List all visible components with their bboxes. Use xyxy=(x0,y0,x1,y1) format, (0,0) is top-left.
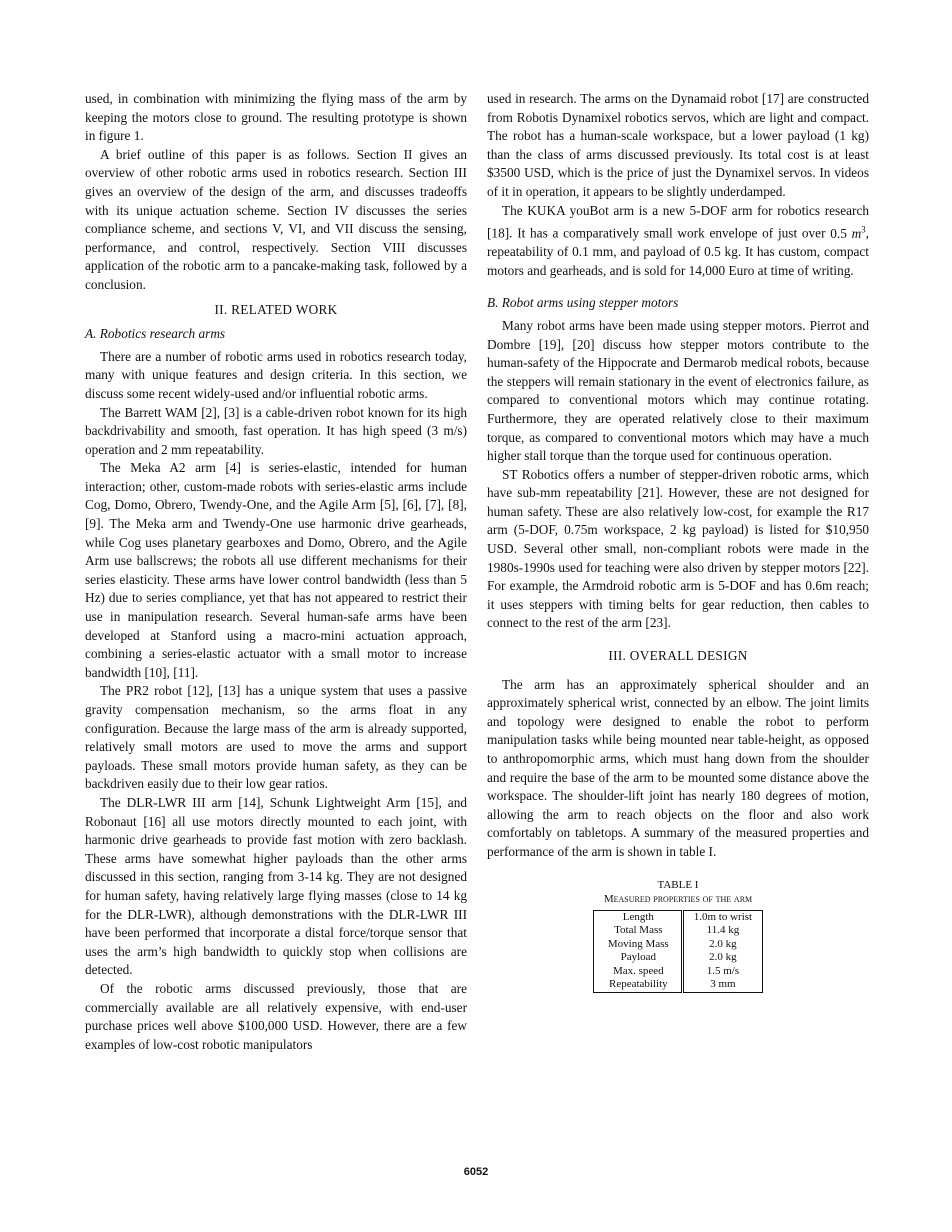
paragraph: ST Robotics offers a number of stepper-driven robotic arms, which have sub-mm repeatability [21]. However, these are not designed for human safety. These are also relatively low-cost, for example the R17 arm (5-DOF, 0.75m workspace, 2 kg payload) is listed for $10,950 USD. Several other small, non-compliant robots were made in the 1980s-1990s used for teaching were also driven by stepper motors [22]. For example, the Armdroid robotic arm is 5-DOF and has 0.6m reach; it uses steppers with timing belts for gear reduction, then cables to connect to the rest of the arm [23]. xyxy=(487,466,869,631)
paragraph: The Meka A2 arm [4] is series-elastic, intended for human interaction; other, custom-made robots with series-elastic arms include Cog, Domo, Obrero, Twendy-One, and the Agile Arm [5], [6], [7], [8], [9]. The Meka arm and Twendy-One use harmonic drive gearheads, while Cog uses planetary gearboxes and Domo, Obrero, and the Agile Arm use ballscrews; the robots all use different mechanisms for their series elasticity. These arms have lower control bandwidth (less than 5 Hz) due to series compliance, yet that has not appeared to restrict their use in manipulation research. Several human-safe arms have been developed at Stanford using a macro-mini actuation approach, combining a series-elastic actuator with a small motor to increase bandwidth [10], [11]. xyxy=(85,460,467,680)
properties-table xyxy=(593,910,763,993)
math-volume xyxy=(830,226,865,241)
table-cell-value: 11.4 kg xyxy=(706,924,740,937)
math-unit: m xyxy=(851,225,862,241)
table-row xyxy=(593,951,762,965)
table-row xyxy=(593,965,762,979)
table-cell-property: Total Mass xyxy=(593,924,682,938)
right-column xyxy=(487,90,869,993)
table-cell-property: Payload xyxy=(593,951,682,965)
table-row xyxy=(593,978,762,992)
paragraph: The arm has an approximately spherical shoulder and an approximately spherical wrist, connected by an elbow. The joint limits and topology were designed to enable the robot to perform manipulation tasks while being mounted near table-height, as opposed to anthropomorphic arms, which must hang down from the shoulder and require the base of the arm to be mounted some distance above the workspace. The shoulder-lift joint has nearly 180 degrees of motion, allowing the arm to reach objects on the floor and also work comfortably on tabletops. A summary of the measured properties and performance of the arm is shown in table I. xyxy=(487,676,869,859)
paragraph: The DLR-LWR III arm [14], Schunk Lightweight Arm [15], and Robonaut [16] all use motors directly mounted to each joint, with harmonic drive gearheads to provide fast motion with zero backlash. These arms have somewhat higher payloads than the other arms discussed in this section, ranging from 3-14 kg. They are not designed for human safety, having relatively large flying masses (close to 14 kg for the DLR-LWR), although demonstrations with the DLR-LWR III have been performed that incorporate a distal force/torque sensor that uses the arm’s high bandwidth to quickly stop when collisions are detected. xyxy=(85,794,467,978)
table-label: TABLE I xyxy=(657,878,699,891)
paragraph: A brief outline of this paper is as follows. Section II gives an overview of other robotic arms used in robotics research. Section III gives an overview of the design of the arm, and discusses tradeoffs with its unique actuation scheme. Section IV discusses the series compliance scheme, and sections V, VI, and VII discuss the sensing, performance, and control, respectively. Section VIII discusses application of the robotic arm to a pancake-making task, followed by a conclusion. xyxy=(85,146,467,292)
table-row xyxy=(593,910,762,924)
table-cell-value: 1.0m to wrist xyxy=(693,910,753,923)
math-exponent: 3 xyxy=(861,224,866,235)
left-column xyxy=(85,90,467,1054)
table-block xyxy=(487,878,869,993)
table-cell-property: Max. speed xyxy=(593,965,682,979)
table-row xyxy=(593,938,762,952)
table-cell-value: 3 mm xyxy=(710,978,736,991)
paragraph: Of the robotic arms discussed previously, those that are commercially available are all relatively expensive, with end-user purchase prices well above $100,000 USD. However, there are a few examples of low-cost robotic manipulators xyxy=(85,980,467,1052)
text-fragment: The KUKA youBot arm is a new 5-DOF arm for robotics research [18]. It has a comparatively small work envelope of just over xyxy=(487,202,869,241)
paragraph: used, in combination with minimizing the flying mass of the arm by keeping the motors close to ground. The resulting prototype is shown in figure 1. xyxy=(85,91,467,144)
section-heading-overall-design: III. OVERALL DESIGN xyxy=(608,648,748,664)
table-cell-value: 1.5 m/s xyxy=(706,964,740,977)
paragraph: Many robot arms have been made using stepper motors. Pierrot and Dombre [19], [20] discuss how stepper motors contribute to the human-safety of the Hippocrate and Dermarob medical robots, because the steppers will remain stationary in the event of electronics failure, as compared to conventional motors which may continue rotating. Furthermore, they are operated relatively close to their maximum torque, as compared to conventional motors which may have a much higher stall torque than the torque used for continuous operation. xyxy=(487,317,869,464)
section-heading-related-work: II. RELATED WORK xyxy=(214,301,338,317)
table-row xyxy=(593,924,762,938)
math-number: 0.5 xyxy=(830,225,847,241)
paragraph: used in research. The arms on the Dynamaid robot [17] are constructed from Robotis Dynamixel robotics servos, which are light and compact. The robot has a human-scale workspace, but a lower payload (1 kg) than the class of arms discussed previously. Its total cost is at least $3500 USD, which is the price of just the Dynamixel servos. In videos of it in operation, it appears to be slightly underdamped. xyxy=(487,91,869,199)
table-cell-value: 2.0 kg xyxy=(709,937,737,950)
table-cell-property: Length xyxy=(593,910,682,924)
subsection-heading-research-arms: A. Robotics research arms xyxy=(85,326,226,342)
paragraph: The PR2 robot [12], [13] has a unique system that uses a passive gravity compensation mechanism, so the arms float in any configuration. Because the large mass of the arm is already supported, relatively small motors are used to move the arms and support payloads. These small motors provide human safety, as they can be backdriven easily due to their low gear ratios. xyxy=(85,683,467,792)
table-cell-value: 2.0 kg xyxy=(709,951,737,964)
subsection-heading-stepper-arms: B. Robot arms using stepper motors xyxy=(487,295,679,311)
paragraph: The Barrett WAM [2], [3] is a cable-driven robot known for its high backdrivability and smooth, fast operation. It has high speed (3 m/s) operation and 2 mm repeatability. xyxy=(85,404,467,457)
text-fragment: , repeatability of 0.1 mm, and payload of 0.5 kg. It has custom, compact motors and gearheads, and is sold for 14,000 Euro at time of writing. xyxy=(487,225,869,278)
paragraph-kuka xyxy=(487,202,869,281)
paragraph: There are a number of robotic arms used in robotics research today, many with unique features and design criteria. In this section, we discuss some recent widely-used and/or influential robotic arms. xyxy=(85,348,467,401)
page-number: 6052 xyxy=(463,1166,489,1178)
table-cell-property: Repeatability xyxy=(593,978,682,992)
table-cell-property: Moving Mass xyxy=(593,938,682,952)
table-caption: Measured properties of the arm xyxy=(603,892,753,905)
